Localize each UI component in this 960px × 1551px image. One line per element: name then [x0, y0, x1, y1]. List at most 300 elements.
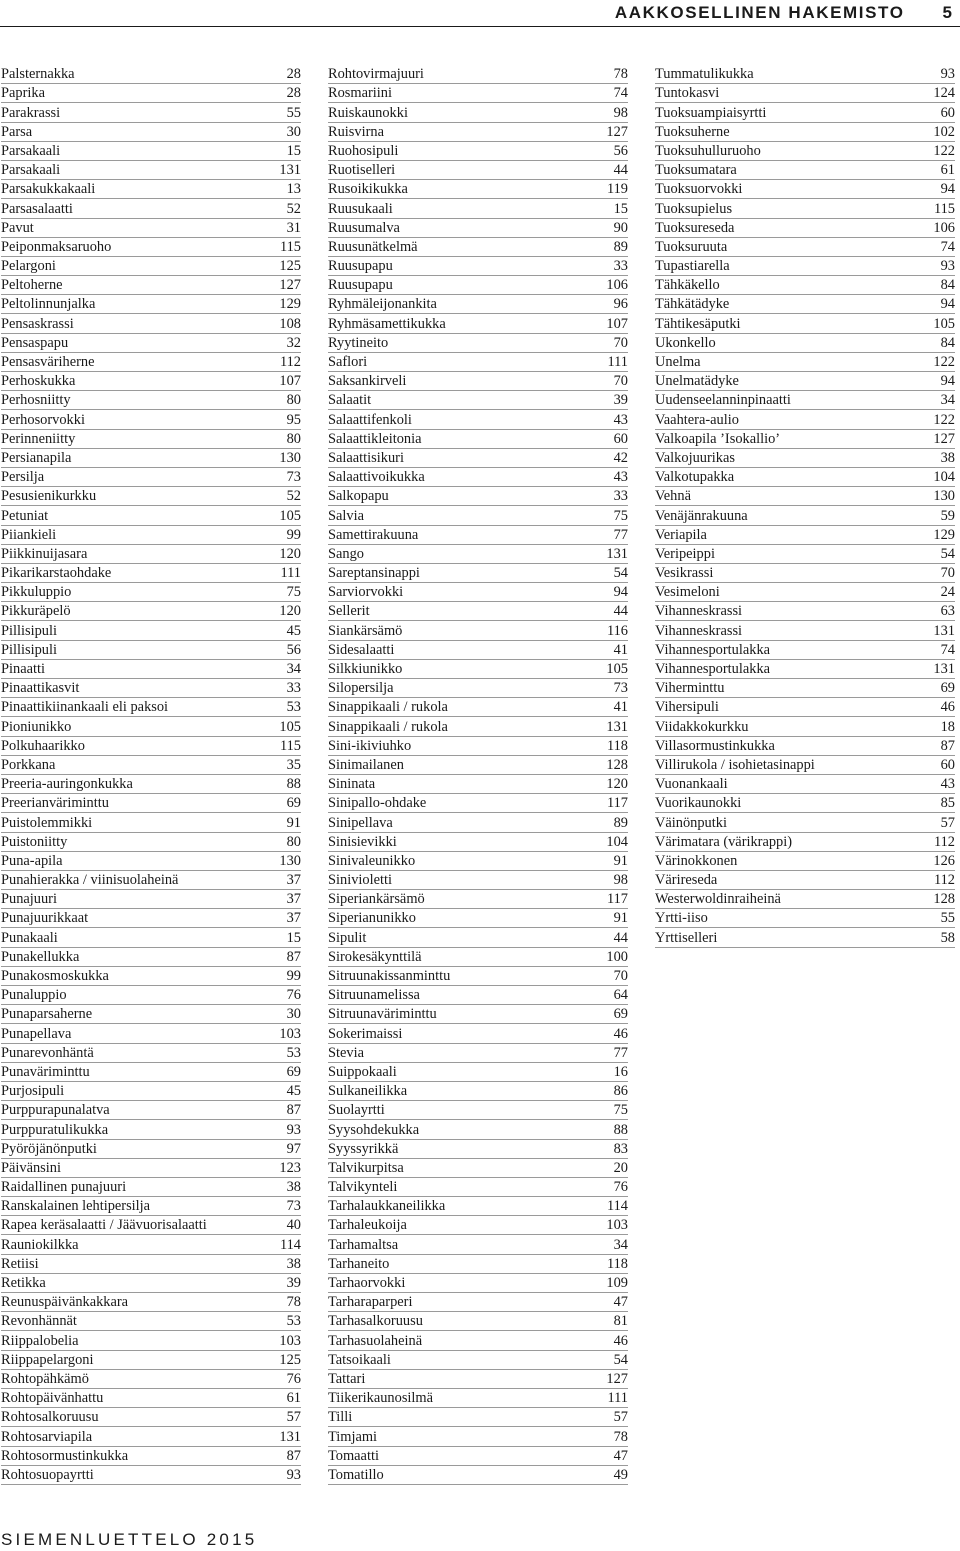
- entry-name: Punarevonhäntä: [1, 1044, 94, 1061]
- index-entry: [328, 526, 628, 545]
- entry-name: Salaatit: [328, 392, 372, 409]
- index-entry: [1, 852, 301, 871]
- entry-name: Tuoksuherne: [655, 123, 730, 140]
- entry-name: Rusoikikukka: [328, 181, 408, 198]
- entry-page: 28: [286, 66, 301, 83]
- entry-page: 56: [286, 641, 301, 658]
- index-entry: [655, 641, 955, 660]
- entry-name: Pinaattikiinankaali eli paksoi: [1, 699, 169, 716]
- index-entry: [655, 583, 955, 602]
- entry-name: Pinaattikasvit: [1, 680, 80, 697]
- entry-page: 57: [940, 814, 955, 831]
- index-entry: [1, 65, 301, 84]
- index-entry: [328, 909, 628, 928]
- entry-name: Ruiskaunokki: [328, 104, 408, 121]
- index-entry: [328, 468, 628, 487]
- index-entry: [1, 276, 301, 295]
- index-entry: [328, 1140, 628, 1159]
- entry-page: 120: [279, 545, 301, 562]
- index-entry: [328, 1082, 628, 1101]
- entry-page: 45: [286, 622, 301, 639]
- entry-name: Pensasväriherne: [1, 354, 95, 370]
- entry-name: Veriapila: [655, 526, 707, 543]
- index-entry: [328, 1024, 628, 1043]
- entry-page: 56: [613, 142, 628, 159]
- index-entry: [1, 257, 301, 276]
- entry-name: Punakosmoskukka: [1, 968, 109, 984]
- entry-page: 89: [613, 814, 628, 831]
- index-entry: [328, 1447, 628, 1466]
- index-entry: [328, 219, 628, 238]
- entry-name: Suippokaali: [328, 1063, 397, 1080]
- index-entry: [328, 123, 628, 142]
- index-entry: [1, 1063, 301, 1082]
- entry-name: Perhosorvokki: [1, 411, 85, 428]
- entry-name: Perinneniitty: [1, 430, 76, 447]
- entry-name: Tiikerikaunosilmä: [328, 1390, 433, 1407]
- index-entry: [655, 717, 955, 736]
- index-entry: [655, 123, 955, 142]
- index-entry: [1, 1120, 301, 1139]
- index-entry: [655, 737, 955, 756]
- entry-page: 33: [613, 258, 628, 275]
- entry-page: 93: [286, 1121, 301, 1138]
- entry-page: 54: [613, 565, 628, 582]
- entry-page: 75: [286, 584, 301, 601]
- entry-name: Piiankieli: [1, 526, 57, 543]
- index-entry: [328, 257, 628, 276]
- index-entry: [328, 84, 628, 103]
- index-entry: [1, 1216, 301, 1235]
- entry-name: Reunuspäivänkakkara: [1, 1294, 129, 1311]
- index-entry: [1, 161, 301, 180]
- index-entry: [328, 1159, 628, 1178]
- entry-name: Stevia: [328, 1044, 364, 1061]
- entry-name: Viidakkokurkku: [655, 718, 749, 735]
- index-entry: [328, 430, 628, 449]
- entry-name: Rauniokilkka: [1, 1236, 79, 1253]
- index-entry: [655, 909, 955, 928]
- entry-name: Saflori: [328, 354, 368, 370]
- entry-name: Salvia: [328, 507, 364, 524]
- entry-page: 124: [933, 85, 955, 102]
- index-entry: [655, 257, 955, 276]
- entry-name: Silopersilja: [328, 680, 394, 697]
- index-entry: [1, 1044, 301, 1063]
- index-entry: [328, 487, 628, 506]
- entry-page: 91: [613, 910, 628, 927]
- index-entry: [1, 1082, 301, 1101]
- entry-page: 111: [280, 565, 301, 582]
- index-entry: [1, 430, 301, 449]
- index-entry: [328, 967, 628, 986]
- entry-name: Punajuuri: [1, 891, 57, 908]
- index-entry: [328, 353, 628, 372]
- entry-name: Tarhalaukkaneilikka: [328, 1198, 446, 1215]
- index-entry: [1, 602, 301, 621]
- entry-name: Siperiankärsämö: [328, 891, 425, 908]
- index-entry: [1, 890, 301, 909]
- entry-page: 60: [940, 756, 955, 773]
- page-header: [0, 0, 960, 26]
- entry-name: Puna-apila: [1, 852, 63, 869]
- entry-name: Ruotiselleri: [328, 162, 396, 179]
- entry-page: 47: [613, 1294, 628, 1311]
- entry-page: 54: [940, 545, 955, 562]
- entry-page: 118: [606, 737, 628, 754]
- index-entry: [655, 564, 955, 583]
- entry-page: 73: [613, 680, 628, 697]
- entry-page: 38: [286, 1179, 301, 1196]
- index-entry: [1, 967, 301, 986]
- index-entry: [1, 526, 301, 545]
- index-entry: [1, 1370, 301, 1389]
- index-entry: [328, 1408, 628, 1427]
- entry-name: Unelma: [655, 354, 701, 370]
- entry-name: Pensaskrassi: [1, 315, 74, 332]
- entry-name: Polkuhaarikko: [1, 737, 85, 754]
- entry-name: Parakrassi: [1, 104, 61, 121]
- index-entry: [1, 1427, 301, 1446]
- index-entry: [1, 660, 301, 679]
- index-entry: [1, 756, 301, 775]
- entry-page: 40: [286, 1217, 301, 1234]
- entry-name: Ruusupapu: [328, 277, 393, 294]
- entry-page: 84: [940, 334, 955, 351]
- entry-name: Persianapila: [1, 449, 72, 466]
- entry-page: 53: [286, 1044, 301, 1061]
- entry-name: Valkoapila ’Isokallio’: [655, 430, 781, 447]
- entry-page: 78: [613, 1428, 628, 1445]
- entry-name: Punaväriminttu: [1, 1063, 90, 1080]
- entry-name: Pioniunikko: [1, 718, 72, 735]
- index-entry: [328, 1044, 628, 1063]
- entry-page: 24: [940, 584, 955, 601]
- entry-page: 122: [933, 411, 955, 428]
- entry-page: 105: [606, 661, 628, 677]
- entry-page: 103: [606, 1217, 628, 1234]
- index-entry: [1, 123, 301, 142]
- entry-page: 106: [606, 277, 628, 294]
- entry-name: Vihannesportulakka: [655, 641, 771, 658]
- entry-page: 55: [286, 104, 301, 121]
- entry-page: 91: [286, 814, 301, 831]
- entry-name: Väinönputki: [655, 814, 727, 831]
- entry-name: Veripeippi: [655, 545, 715, 562]
- entry-name: Revonhännät: [1, 1313, 77, 1330]
- entry-name: Tarharaparperi: [328, 1294, 413, 1311]
- entry-page: 91: [613, 852, 628, 869]
- index-entry: [328, 948, 628, 967]
- entry-page: 69: [940, 680, 955, 697]
- entry-name: Perhoskukka: [1, 373, 76, 390]
- index-entry: [1, 583, 301, 602]
- index-entry: [328, 641, 628, 660]
- index-entry: [328, 295, 628, 314]
- entry-name: Sinivaleunikko: [328, 852, 416, 869]
- entry-name: Syyssyrikkä: [328, 1140, 399, 1157]
- index-entry: [328, 103, 628, 122]
- index-entry: [1, 391, 301, 410]
- index-entry: [328, 199, 628, 218]
- index-entry: [1, 641, 301, 660]
- entry-name: Rohtovirmajuuri: [328, 66, 424, 83]
- entry-page: 127: [606, 1370, 628, 1387]
- entry-page: 87: [940, 737, 955, 754]
- entry-name: Yrtti-iiso: [655, 910, 708, 927]
- index-entry: [1, 871, 301, 890]
- index-entry: [1, 1235, 301, 1254]
- entry-name: Peiponmaksaruoho: [1, 238, 112, 255]
- entry-name: Raidallinen punajuuri: [1, 1179, 127, 1196]
- entry-name: Sareptansinappi: [328, 565, 420, 582]
- index-column-3: [655, 65, 955, 948]
- index-entry: [655, 506, 955, 525]
- entry-name: Sitruunakissanminttu: [328, 968, 451, 984]
- entry-name: Punapellava: [1, 1025, 72, 1042]
- entry-name: Talvikurpitsa: [328, 1159, 404, 1176]
- entry-page: 43: [613, 469, 628, 486]
- entry-name: Sarviorvokki: [328, 584, 404, 601]
- index-entry: [1, 1255, 301, 1274]
- entry-page: 73: [286, 1198, 301, 1215]
- entry-page: 130: [279, 852, 301, 869]
- entry-page: 34: [286, 661, 301, 677]
- entry-page: 129: [933, 526, 955, 543]
- index-entry: [1, 928, 301, 947]
- entry-name: Tuoksupielus: [655, 200, 733, 217]
- index-entry: [1, 1274, 301, 1293]
- index-entry: [328, 775, 628, 794]
- index-entry: [655, 468, 955, 487]
- index-entry: [328, 986, 628, 1005]
- index-entry: [328, 1293, 628, 1312]
- index-entry: [1, 1408, 301, 1427]
- entry-page: 42: [613, 449, 628, 466]
- index-entry: [328, 756, 628, 775]
- index-entry: [328, 334, 628, 353]
- index-entry: [1, 1389, 301, 1408]
- entry-page: 30: [286, 123, 301, 140]
- entry-page: 81: [613, 1313, 628, 1330]
- entry-name: Värinokkonen: [655, 852, 738, 869]
- index-entry: [655, 602, 955, 621]
- entry-name: Parsakaali: [1, 162, 61, 179]
- entry-page: 16: [613, 1063, 628, 1080]
- entry-page: 88: [286, 776, 301, 793]
- entry-page: 59: [940, 507, 955, 524]
- index-entry: [1, 1351, 301, 1370]
- entry-page: 75: [613, 507, 628, 524]
- entry-name: Tarhasuolaheinä: [328, 1332, 423, 1349]
- entry-page: 115: [933, 200, 955, 217]
- entry-name: Tarhamaltsa: [328, 1236, 399, 1253]
- entry-name: Tähtikesäputki: [655, 315, 741, 332]
- index-entry: [655, 334, 955, 353]
- index-entry: [1, 698, 301, 717]
- entry-page: 34: [940, 392, 955, 409]
- index-entry: [328, 1389, 628, 1408]
- entry-name: Parsa: [1, 123, 33, 140]
- entry-page: 98: [613, 104, 628, 121]
- index-entry: [655, 84, 955, 103]
- entry-page: 73: [286, 469, 301, 486]
- entry-page: 76: [286, 987, 301, 1004]
- index-entry: [1, 621, 301, 640]
- entry-page: 104: [933, 469, 955, 486]
- entry-name: Preeria-auringonkukka: [1, 776, 133, 793]
- index-entry: [1, 353, 301, 372]
- entry-page: 86: [613, 1083, 628, 1100]
- entry-name: Villasormustinkukka: [655, 737, 775, 754]
- entry-page: 112: [933, 833, 955, 850]
- entry-page: 58: [940, 929, 955, 946]
- entry-page: 44: [613, 929, 628, 946]
- index-entry: [655, 660, 955, 679]
- index-entry: [328, 1312, 628, 1331]
- index-entry: [1, 468, 301, 487]
- entry-name: Sinisievikki: [328, 833, 397, 850]
- entry-name: Vesikrassi: [655, 565, 714, 582]
- entry-page: 85: [940, 795, 955, 812]
- index-entry: [655, 199, 955, 218]
- entry-page: 97: [286, 1140, 301, 1157]
- entry-name: Rapea keräsalaatti / Jäävuorisalaatti: [1, 1217, 207, 1234]
- entry-name: Tomatillo: [328, 1466, 384, 1483]
- index-entry: [655, 526, 955, 545]
- entry-name: Pikarikarstaohdake: [1, 565, 112, 582]
- index-entry: [1, 238, 301, 257]
- entry-page: 93: [940, 258, 955, 275]
- index-entry: [655, 833, 955, 852]
- entry-page: 117: [606, 891, 628, 908]
- index-entry: [328, 142, 628, 161]
- entry-name: Purppuratulikukka: [1, 1121, 109, 1138]
- entry-page: 77: [613, 1044, 628, 1061]
- entry-page: 115: [279, 238, 301, 255]
- entry-name: Ruusukaali: [328, 200, 393, 217]
- entry-name: Tuoksumatara: [655, 162, 737, 179]
- entry-name: Tarhaleukoija: [328, 1217, 407, 1234]
- index-entry: [655, 314, 955, 333]
- entry-page: 95: [286, 411, 301, 428]
- entry-name: Sirokesäkynttilä: [328, 948, 422, 965]
- entry-page: 103: [279, 1025, 301, 1042]
- index-entry: [1, 717, 301, 736]
- index-entry: [328, 679, 628, 698]
- entry-page: 131: [933, 661, 955, 677]
- entry-page: 117: [606, 795, 628, 812]
- index-entry: [1, 948, 301, 967]
- entry-page: 93: [286, 1466, 301, 1483]
- entry-page: 130: [279, 449, 301, 466]
- entry-page: 53: [286, 699, 301, 716]
- index-entry: [655, 295, 955, 314]
- entry-page: 46: [940, 699, 955, 716]
- index-entry: [1, 180, 301, 199]
- index-entry: [1, 1024, 301, 1043]
- entry-page: 31: [286, 219, 301, 236]
- entry-page: 112: [279, 354, 301, 370]
- index-entry: [655, 180, 955, 199]
- index-entry: [328, 391, 628, 410]
- entry-name: Salaattivoikukka: [328, 469, 425, 486]
- index-entry: [1, 1293, 301, 1312]
- index-entry: [1, 1178, 301, 1197]
- index-entry: [328, 564, 628, 583]
- entry-name: Palsternakka: [1, 66, 75, 83]
- entry-name: Pikkuräpelö: [1, 603, 71, 620]
- index-entry: [1, 1159, 301, 1178]
- entry-page: 76: [286, 1370, 301, 1387]
- entry-page: 37: [286, 872, 301, 889]
- entry-name: Perhosniitty: [1, 392, 71, 409]
- entry-name: Petuniat: [1, 507, 49, 524]
- index-entry: [328, 1197, 628, 1216]
- index-entry: [1, 295, 301, 314]
- entry-name: Retikka: [1, 1275, 46, 1291]
- index-entry: [328, 449, 628, 468]
- entry-page: 15: [613, 200, 628, 217]
- entry-page: 33: [286, 680, 301, 697]
- entry-name: Rohtosalkoruusu: [1, 1409, 99, 1426]
- index-entry: [1, 775, 301, 794]
- entry-page: 69: [286, 1063, 301, 1080]
- index-entry: [328, 698, 628, 717]
- index-entry: [655, 621, 955, 640]
- entry-name: Tähkätädyke: [655, 296, 730, 313]
- entry-name: Pinaatti: [1, 661, 45, 677]
- entry-page: 37: [286, 891, 301, 908]
- entry-name: Tähkäkello: [655, 277, 720, 294]
- entry-page: 87: [286, 1447, 301, 1464]
- entry-page: 60: [613, 430, 628, 447]
- index-entry: [1, 679, 301, 698]
- entry-name: Vihannesportulakka: [655, 661, 771, 677]
- entry-name: Punaparsaherne: [1, 1006, 93, 1023]
- index-entry: [1, 794, 301, 813]
- index-entry: [328, 1120, 628, 1139]
- entry-page: 111: [607, 1390, 628, 1407]
- entry-page: 104: [606, 833, 628, 850]
- entry-name: Westerwoldinraiheinä: [655, 891, 781, 908]
- entry-page: 80: [286, 430, 301, 447]
- entry-name: Sulkaneilikka: [328, 1083, 408, 1100]
- index-entry: [655, 103, 955, 122]
- index-entry: [655, 219, 955, 238]
- entry-name: Paprika: [1, 85, 45, 102]
- entry-name: Pavut: [1, 219, 34, 236]
- entry-page: 70: [940, 565, 955, 582]
- entry-page: 39: [286, 1275, 301, 1291]
- entry-name: Salaattifenkoli: [328, 411, 412, 428]
- entry-page: 123: [279, 1159, 301, 1176]
- entry-page: 118: [606, 1255, 628, 1272]
- entry-name: Siniviolettі: [328, 872, 392, 889]
- entry-page: 47: [613, 1447, 628, 1464]
- index-title: AAKKOSELLINEN HAKEMISTO: [614, 3, 905, 22]
- index-entry: [1, 334, 301, 353]
- entry-name: Samettirakuuna: [328, 526, 419, 543]
- index-column-1: [1, 65, 301, 1485]
- index-entry: [328, 1178, 628, 1197]
- index-entry: [328, 1274, 628, 1293]
- entry-page: 41: [613, 641, 628, 658]
- entry-page: 131: [933, 622, 955, 639]
- entry-name: Tuoksureseda: [655, 219, 735, 236]
- entry-name: Tupastiarella: [655, 258, 730, 275]
- entry-name: Ruusupapu: [328, 258, 393, 275]
